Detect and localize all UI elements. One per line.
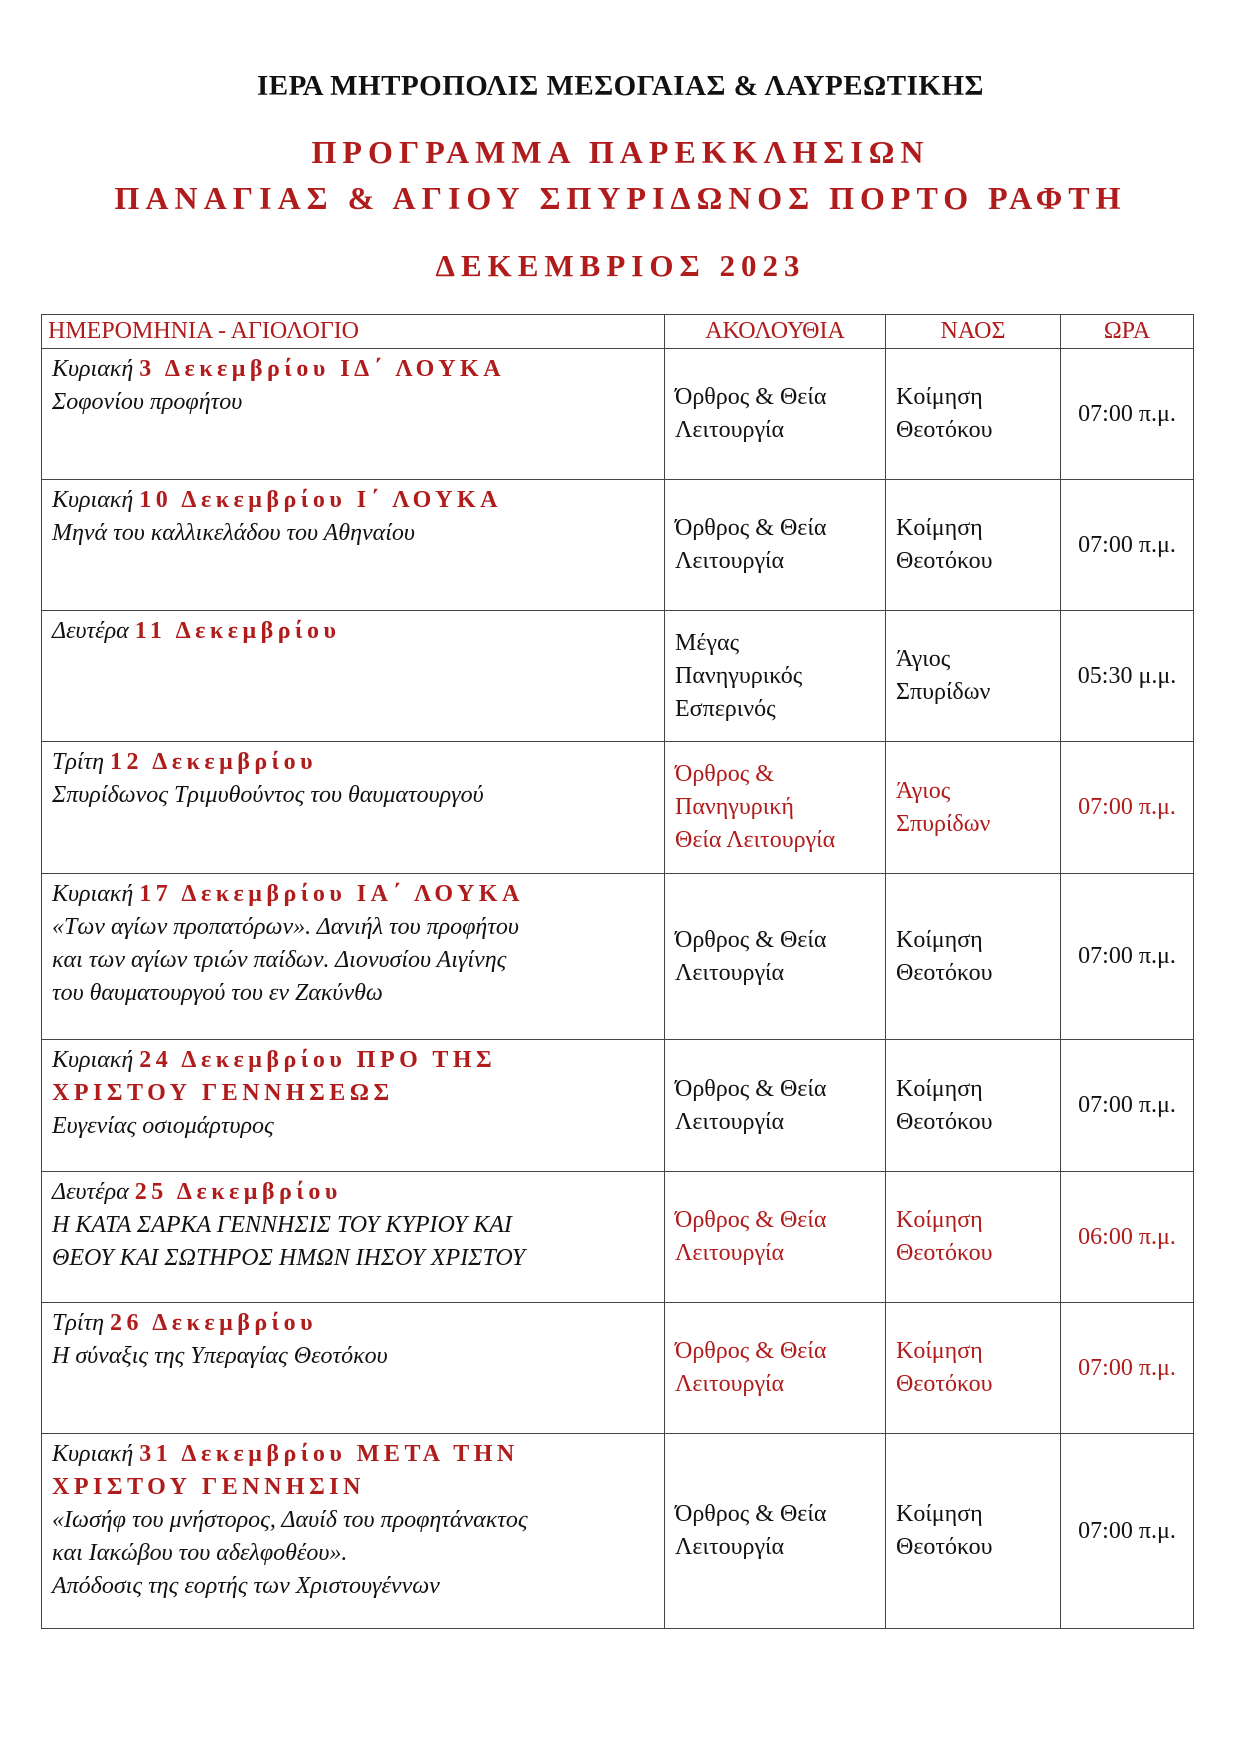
table-header-row <box>42 315 1194 349</box>
saint-line: Μηνά του καλλικελάδου του Αθηναίου <box>52 520 415 546</box>
table-row <box>42 1172 1194 1303</box>
header-service: ΑΚΟΛΟΥΘΙΑ <box>665 315 886 349</box>
saint-line: ΘΕΟΥ ΚΑΙ ΣΩΤΗΡΟΣ ΗΜΩΝ ΙΗΣΟΥ ΧΡΙΣΤΟΥ <box>52 1245 526 1271</box>
time-cell: 07:00 π.μ. <box>1061 1040 1194 1172</box>
weekday-label: Δευτέρα <box>52 618 129 644</box>
church-line: Κοίμηση <box>896 515 983 541</box>
table-row <box>42 742 1194 874</box>
saint-line: «Ιωσήφ του μνήστορος, Δαυίδ του προφητάνακτος <box>52 1507 528 1533</box>
service-line: Όρθρος & Θεία <box>675 384 827 410</box>
service-cell <box>665 611 886 742</box>
church-line: Κοίμηση <box>896 926 983 953</box>
time-cell: 07:00 π.μ. <box>1061 349 1194 480</box>
church-line: Κοίμηση <box>896 1338 983 1364</box>
date-label: 11 Δεκεμβρίου <box>134 618 341 644</box>
church-cell <box>886 742 1061 874</box>
table-row <box>42 1303 1194 1434</box>
table-row <box>42 874 1194 1040</box>
date-line <box>52 1471 656 1504</box>
service-cell <box>665 480 886 611</box>
church-line: Κοίμηση <box>896 1075 983 1102</box>
service-line: Όρθρος & Θεία <box>675 1501 827 1527</box>
table-row <box>42 1040 1194 1172</box>
church-cell <box>886 1303 1061 1434</box>
date-cell <box>42 1172 665 1303</box>
date-line <box>52 484 656 517</box>
church-line: Θεοτόκου <box>896 1240 993 1266</box>
time-cell: 07:00 π.μ. <box>1061 1303 1194 1434</box>
service-cell <box>665 1434 886 1629</box>
saint-line: και των αγίων τριών παίδων. Διονυσίου Αιγίνης <box>52 947 507 973</box>
church-line: Θεοτόκου <box>896 548 993 574</box>
date-line <box>52 1438 656 1471</box>
title-line-2: ΠΑΝΑΓΙΑΣ & ΑΓΙΟΥ ΣΠΥΡΙΔΩΝΟΣ ΠΟΡΤΟ ΡΑΦΤΗ <box>114 180 1127 216</box>
date-line <box>52 615 656 648</box>
date-line <box>52 878 656 911</box>
service-line: Όρθρος & Θεία <box>675 1338 827 1364</box>
service-line: Πανηγυρικός <box>675 662 803 689</box>
date-label: ΧΡΙΣΤΟΥ ΓΕΝΝΗΣΙΝ <box>52 1474 365 1500</box>
church-line: Θεοτόκου <box>896 1108 993 1135</box>
date-label: 10 Δεκεμβρίου Ι΄ ΛΟΥΚΑ <box>139 487 502 513</box>
service-cell <box>665 742 886 874</box>
church-cell <box>886 611 1061 742</box>
weekday-label: Κυριακή <box>52 881 134 907</box>
church-line: Κοίμηση <box>896 1501 983 1527</box>
date-label: 24 Δεκεμβρίου ΠΡΟ ΤΗΣ <box>139 1047 497 1073</box>
service-line: Λειτουργία <box>675 548 785 574</box>
service-line: Όρθρος & <box>675 761 774 787</box>
date-cell <box>42 480 665 611</box>
title-line-1: ΠΡΟΓΡΑΜΜΑ ΠΑΡΕΚΚΛΗΣΙΩΝ <box>311 134 930 170</box>
service-line: Μέγας <box>675 629 740 656</box>
weekday-label: Τρίτη <box>52 749 105 775</box>
time-cell: 07:00 π.μ. <box>1061 1434 1194 1629</box>
month-heading: ΔΕΚΕΜΒΡΙΟΣ 2023 <box>435 248 806 283</box>
time-cell: 07:00 π.μ. <box>1061 480 1194 611</box>
service-line: Λειτουργία <box>675 1534 785 1560</box>
service-line: Όρθρος & Θεία <box>675 1075 827 1102</box>
time-cell: 07:00 π.μ. <box>1061 874 1194 1040</box>
church-line: Σπυρίδων <box>896 679 991 705</box>
church-cell <box>886 874 1061 1040</box>
church-line: Σπυρίδων <box>896 810 991 837</box>
service-line: Όρθρος & Θεία <box>675 515 827 541</box>
table-row <box>42 1434 1194 1629</box>
header-time: ΩΡΑ <box>1061 315 1194 349</box>
date-line <box>52 1077 656 1110</box>
service-cell <box>665 349 886 480</box>
schedule-table <box>41 314 1194 1629</box>
saint-line: Σοφονίου προφήτου <box>52 389 243 415</box>
date-label: ΧΡΙΣΤΟΥ ΓΕΝΝΗΣΕΩΣ <box>52 1080 394 1106</box>
church-line: Θεοτόκου <box>896 1534 993 1560</box>
saint-line: και Ιακώβου του αδελφοθέου». <box>52 1540 348 1566</box>
service-line: Όρθρος & Θεία <box>675 926 827 953</box>
saint-line: του θαυματουργού του εν Ζακύνθω <box>52 980 383 1006</box>
church-cell <box>886 1172 1061 1303</box>
church-line: Άγιος <box>896 646 951 672</box>
service-line: Πανηγυρική <box>675 794 794 820</box>
church-cell <box>886 480 1061 611</box>
header-date: ΗΜΕΡΟΜΗΝΙΑ - ΑΓΙΟΛΟΓΙΟ <box>42 315 665 349</box>
service-cell <box>665 874 886 1040</box>
service-line: Λειτουργία <box>675 959 785 986</box>
church-line: Κοίμηση <box>896 1207 983 1233</box>
saint-line: Η ΚΑΤΑ ΣΑΡΚΑ ΓΕΝΝΗΣΙΣ ΤΟΥ ΚΥΡΙΟΥ ΚΑΙ <box>52 1212 512 1238</box>
service-cell <box>665 1303 886 1434</box>
saint-line: Η σύναξις της Υπεραγίας Θεοτόκου <box>52 1343 388 1369</box>
date-cell <box>42 874 665 1040</box>
date-line <box>52 746 656 779</box>
time-cell: 06:00 π.μ. <box>1061 1172 1194 1303</box>
service-line: Εσπερινός <box>675 695 776 722</box>
service-cell <box>665 1172 886 1303</box>
time-cell: 07:00 π.μ. <box>1061 742 1194 874</box>
date-cell <box>42 349 665 480</box>
service-cell <box>665 1040 886 1172</box>
table-row <box>42 611 1194 742</box>
header-church: ΝΑΟΣ <box>886 315 1061 349</box>
date-label: 31 Δεκεμβρίου ΜΕΤΑ ΤΗΝ <box>139 1441 519 1467</box>
diocese-heading: ΙΕΡΑ ΜΗΤΡΟΠΟΛΙΣ ΜΕΣΟΓΑΙΑΣ & ΛΑΥΡΕΩΤΙΚΗΣ <box>257 70 984 102</box>
service-line: Λειτουργία <box>675 1108 785 1135</box>
weekday-label: Κυριακή <box>52 356 134 382</box>
service-line: Λειτουργία <box>675 1240 785 1266</box>
date-cell <box>42 611 665 742</box>
church-line: Θεοτόκου <box>896 1371 993 1397</box>
date-label: 17 Δεκεμβρίου ΙΑ΄ ΛΟΥΚΑ <box>139 881 524 907</box>
service-line: Όρθρος & Θεία <box>675 1207 827 1233</box>
date-label: 25 Δεκεμβρίου <box>134 1179 342 1205</box>
service-line: Λειτουργία <box>675 417 785 443</box>
church-cell <box>886 349 1061 480</box>
saint-line: «Των αγίων προπατόρων». Δανιήλ του προφήτου <box>52 914 519 940</box>
date-cell <box>42 1040 665 1172</box>
date-line <box>52 1176 656 1209</box>
date-line <box>52 1307 656 1340</box>
saint-line: Ευγενίας οσιομάρτυρος <box>52 1113 274 1139</box>
church-line: Κοίμηση <box>896 384 983 410</box>
date-line <box>52 1044 656 1077</box>
weekday-label: Κυριακή <box>52 487 134 513</box>
church-line: Θεοτόκου <box>896 959 993 986</box>
saint-line: Σπυρίδωνος Τριμυθούντος του θαυματουργού <box>52 782 484 808</box>
table-row <box>42 480 1194 611</box>
date-label: 12 Δεκεμβρίου <box>110 749 318 775</box>
weekday-label: Κυριακή <box>52 1047 134 1073</box>
time-cell: 05:30 μ.μ. <box>1061 611 1194 742</box>
date-label: 3 Δεκεμβρίου ΙΔ΄ ΛΟΥΚΑ <box>139 356 506 382</box>
date-cell <box>42 1434 665 1629</box>
weekday-label: Κυριακή <box>52 1441 134 1467</box>
date-cell <box>42 1303 665 1434</box>
table-row <box>42 349 1194 480</box>
date-cell <box>42 742 665 874</box>
saint-line: Απόδοσις της εορτής των Χριστουγέννων <box>52 1573 440 1599</box>
weekday-label: Τρίτη <box>52 1310 105 1336</box>
weekday-label: Δευτέρα <box>52 1179 129 1205</box>
service-line: Λειτουργία <box>675 1371 785 1397</box>
church-line: Θεοτόκου <box>896 417 993 443</box>
church-line: Άγιος <box>896 777 951 804</box>
date-line <box>52 353 656 386</box>
church-cell <box>886 1434 1061 1629</box>
date-label: 26 Δεκεμβρίου <box>110 1310 318 1336</box>
church-cell <box>886 1040 1061 1172</box>
service-line: Θεία Λειτουργία <box>675 827 836 853</box>
